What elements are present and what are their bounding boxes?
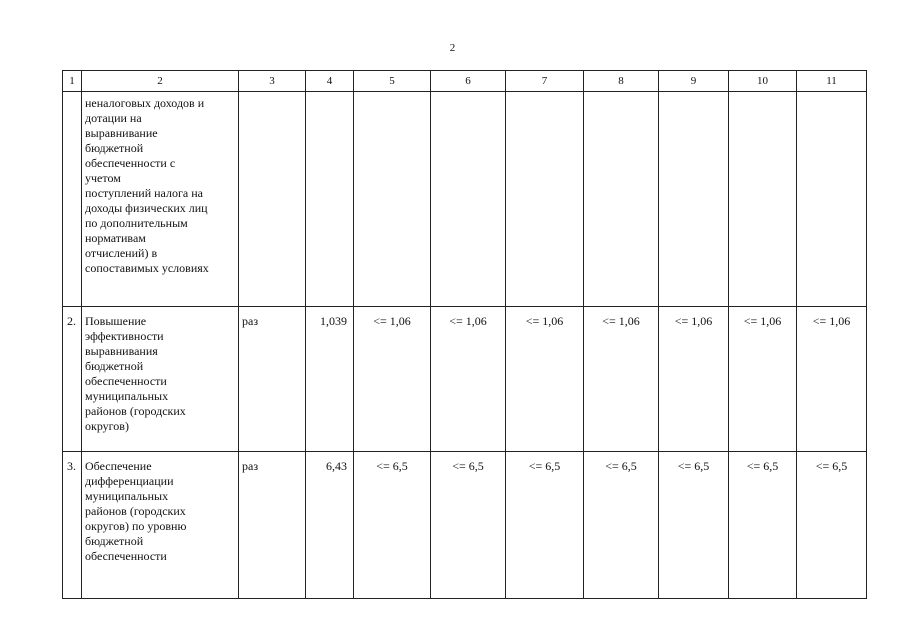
column-header: 5 — [354, 71, 431, 92]
value-cell: <= 1,06 — [797, 307, 867, 452]
column-header: 7 — [506, 71, 584, 92]
column-header: 2 — [82, 71, 239, 92]
value-cell: <= 1,06 — [659, 307, 729, 452]
indicator-description: Повышение эффективности выравнивания бюджетной обеспеченности муниципальных районов (городских округов) — [82, 307, 239, 452]
unit-cell: раз — [239, 307, 306, 452]
value-cell: <= 1,06 — [431, 307, 506, 452]
column-header: 11 — [797, 71, 867, 92]
indicators-table — [62, 70, 867, 599]
value-cell: <= 6,5 — [431, 452, 506, 599]
value-cell: <= 6,5 — [584, 452, 659, 599]
indicator-description: Обеспечение дифференциации муниципальных районов (городских округов) по уровню бюджетной обеспеченности — [82, 452, 239, 599]
value-cell: <= 6,5 — [354, 452, 431, 599]
indicator-description: неналоговых доходов и дотации на выравнивание бюджетной обеспеченности с учетом поступлений налога на доходы физических лиц по дополнительным нормативам отчислений) в сопоставимых условиях — [82, 92, 239, 307]
value-cell — [797, 92, 867, 307]
value-cell — [584, 92, 659, 307]
column-header: 4 — [306, 71, 354, 92]
row-number — [63, 92, 82, 307]
value-cell: 1,039 — [306, 307, 354, 452]
value-cell: <= 6,5 — [506, 452, 584, 599]
value-cell: <= 6,5 — [659, 452, 729, 599]
unit-cell — [239, 92, 306, 307]
column-header: 8 — [584, 71, 659, 92]
column-header: 1 — [63, 71, 82, 92]
row-number: 2. — [63, 307, 82, 452]
value-cell: <= 1,06 — [584, 307, 659, 452]
value-cell: 6,43 — [306, 452, 354, 599]
table-row — [63, 452, 867, 599]
value-cell: <= 6,5 — [797, 452, 867, 599]
value-cell — [354, 92, 431, 307]
column-header: 9 — [659, 71, 729, 92]
column-header: 6 — [431, 71, 506, 92]
column-header: 10 — [729, 71, 797, 92]
value-cell: <= 1,06 — [729, 307, 797, 452]
unit-cell: раз — [239, 452, 306, 599]
table-row — [63, 92, 867, 307]
value-cell: <= 6,5 — [729, 452, 797, 599]
table-row — [63, 307, 867, 452]
column-number-row — [63, 71, 867, 92]
value-cell — [306, 92, 354, 307]
value-cell — [506, 92, 584, 307]
value-cell — [659, 92, 729, 307]
page-number: 2 — [449, 42, 456, 54]
value-cell: <= 1,06 — [506, 307, 584, 452]
value-cell: <= 1,06 — [354, 307, 431, 452]
column-header: 3 — [239, 71, 306, 92]
value-cell — [431, 92, 506, 307]
row-number: 3. — [63, 452, 82, 599]
value-cell — [729, 92, 797, 307]
